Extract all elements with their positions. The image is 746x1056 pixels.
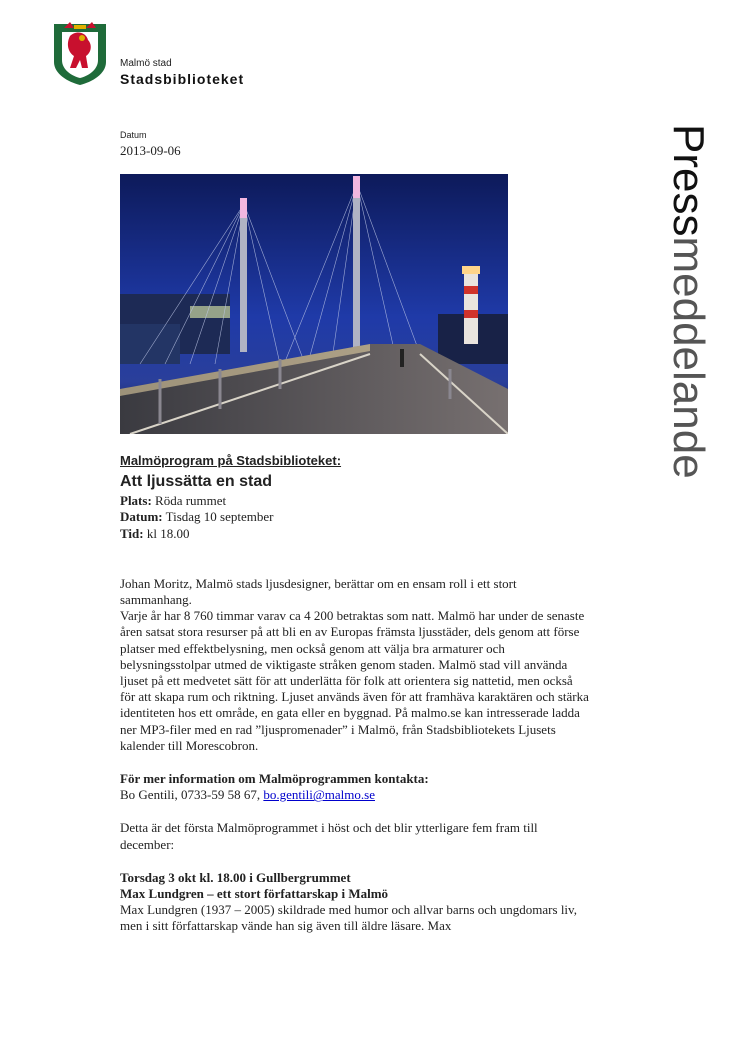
bridge-night-photo	[120, 174, 508, 434]
time-value: kl 18.00	[146, 525, 190, 541]
vertical-title-part2: meddelande	[664, 236, 713, 479]
time-row	[120, 526, 590, 542]
next-event-description: Max Lundgren (1937 – 2005) skildrade med humor och allvar barns och ungdomars liv, men i sitt författarskap vände han sig även till äldre läsare. Max	[120, 902, 577, 934]
pressmeddelande-vertical-title	[664, 124, 713, 479]
vertical-title-part1: Press	[664, 124, 713, 237]
place-label: Plats:	[120, 493, 152, 509]
intro-paragraph: Johan Moritz, Malmö stads ljusdesigner, berättar om en ensam roll i ett stort sammanhang.	[120, 575, 517, 608]
place-value: Röda rummet	[155, 493, 227, 509]
contact-email-link[interactable]: bo.gentili@malmo.se	[263, 787, 375, 803]
event-title: Att ljussätta en stad	[120, 473, 273, 491]
followup-paragraph: Detta är det första Malmöprogrammet i höst och det blir ytterligare fem fram till december:	[120, 820, 538, 852]
date-label: Datum	[120, 130, 147, 140]
time-label: Tid:	[120, 525, 144, 541]
date-value: 2013-09-06	[120, 143, 181, 158]
press-release-content	[120, 453, 590, 935]
date-row	[120, 509, 590, 525]
contact-line	[120, 787, 590, 803]
program-heading: Malmöprogram på Stadsbiblioteket:	[120, 453, 342, 468]
next-event-line1: Torsdag 3 okt kl. 18.00 i Gullbergrummet	[120, 869, 351, 885]
next-event-line2: Max Lundgren – ett stort författarskap i Malmö	[120, 886, 389, 902]
place-row	[120, 493, 590, 509]
contact-text: Bo Gentili, 0733-59 58 67,	[120, 787, 264, 803]
main-paragraph: Varje år har 8 760 timmar varav ca 4 200 betraktas som natt. Malmö har under de senaste åren satsat stora resurser på att bli en av Europas främsta ljusstäder, dels genom att förse platser med effektbelysning, men också genom att välja bra armaturer och belysningsstolpar utmed de viktigaste stråken genom staden. Malmö stad vill använda ljuset på ett medvetet sätt för att underlätta för folk att orientera sig nattetid, men också för att skapa rum och riktning. Ljuset används även för att framhäva karaktären och stärka identiteten hos ett område, en gata eller en byggnad. På malmo.se kan intresserade ladda ner MP3-filer med en rad ”ljuspromenader” i Malmö, från Stadsbibliotekets Ljusets kalender till Morescobron.	[120, 608, 589, 753]
contact-heading: För mer information om Malmöprogrammen kontakta:	[120, 771, 429, 787]
event-date-value: Tisdag 10 september	[165, 509, 274, 525]
event-date-label: Datum:	[120, 509, 163, 525]
org-small-label: Malmö stad	[120, 58, 172, 69]
malmo-crest-logo	[52, 22, 108, 86]
org-name: Stadsbiblioteket	[120, 71, 245, 87]
